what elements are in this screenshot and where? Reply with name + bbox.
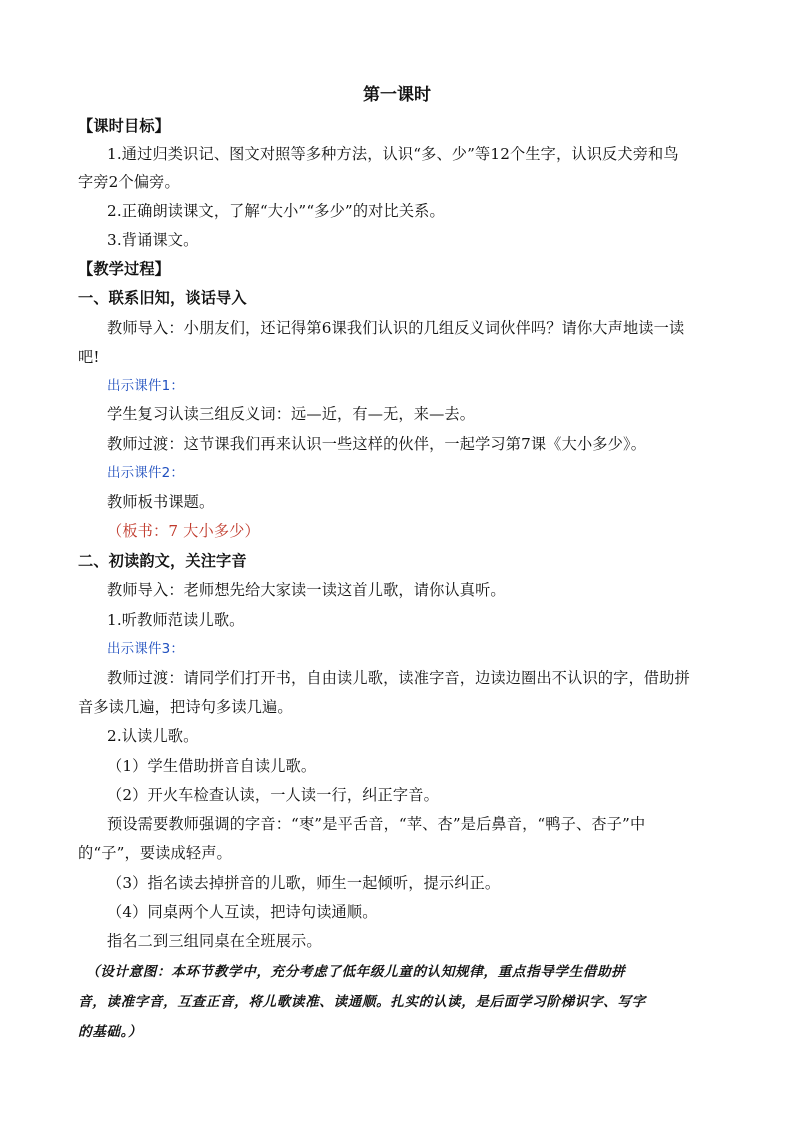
part-1-heading: 一、联系旧知，谈话导入: [78, 289, 247, 307]
courseware-1-label: 出示课件1：: [107, 378, 184, 394]
goal-1-line-1: 1.通过归类识记、图文对照等多种方法，认识“多、少”等12个生字，认识反犬旁和鸟: [107, 145, 679, 163]
part-1-intro-line-1: 教师导入：小朋友们，还记得第6课我们认识的几组反义词伙伴吗？请你大声地读一读: [107, 319, 685, 337]
process-heading: 【教学过程】: [78, 260, 171, 278]
design-intent-line-1: （设计意图：本环节教学中，充分考虑了低年级儿童的认知规律，重点指导学生借助拼: [86, 964, 626, 980]
part-2-showcase: 指名二到三组同桌在全班展示。: [107, 932, 322, 950]
courseware-3-label: 出示课件3：: [107, 641, 184, 657]
part-2-preset-line-1: 预设需要教师强调的字音：“枣”是平舌音，“苹、杏”是后鼻音，“鸭子、杏子”中: [107, 815, 646, 833]
design-intent-line-3: 的基础。）: [78, 1024, 143, 1040]
goal-3: 3.背诵课文。: [107, 231, 199, 249]
part-2-transition-line-1: 教师过渡：请同学们打开书，自由读儿歌，读准字音，边读边圈出不认识的字，借助拼: [107, 669, 690, 687]
part-2-heading: 二、初读韵文，关注字音: [78, 552, 247, 570]
courseware-2-label: 出示课件2：: [107, 465, 184, 481]
part-2-substep-2: （2）开火车检查认读，一人读一行，纠正字音。: [107, 786, 439, 804]
part-2-substep-3: （3）指名读去掉拼音的儿歌，师生一起倾听，提示纠正。: [107, 874, 501, 892]
part-2-preset-line-2: 的“子”，要读成轻声。: [78, 844, 232, 862]
board-note: （板书：7 大小多少）: [107, 522, 260, 540]
goal-2: 2.正确朗读课文，了解“大小”“多少”的对比关系。: [107, 202, 445, 220]
design-intent-line-2: 音，读准字音，互查正音，将儿歌读准、读通顺。扎实的认读，是后面学习阶梯识字、写字: [78, 994, 646, 1010]
part-2-substep-1: （1）学生借助拼音自读儿歌。: [107, 757, 317, 775]
goal-1-line-2: 字旁2个偏旁。: [78, 173, 180, 191]
part-1-intro-line-2: 吧!: [78, 348, 100, 366]
part-2-substep-4: （4）同桌两个人互读，把诗句读通顺。: [107, 903, 378, 921]
part-2-intro: 教师导入：老师想先给大家读一读这首儿歌，请你认真听。: [107, 581, 506, 599]
goals-heading: 【课时目标】: [78, 117, 171, 135]
part-2-step-1: 1.听教师范读儿歌。: [107, 611, 245, 629]
part-1-board-instruction: 教师板书课题。: [107, 493, 215, 511]
part-2-transition-line-2: 音多读几遍，把诗句多读几遍。: [78, 698, 293, 716]
part-1-transition: 教师过渡：这节课我们再来认识一些这样的伙伴，一起学习第7课《大小多少》。: [107, 435, 647, 453]
page-title: 第一课时: [363, 85, 431, 105]
part-2-step-2: 2.认读儿歌。: [107, 727, 199, 745]
part-1-review: 学生复习认读三组反义词：远—近，有—无，来—去。: [107, 405, 476, 423]
